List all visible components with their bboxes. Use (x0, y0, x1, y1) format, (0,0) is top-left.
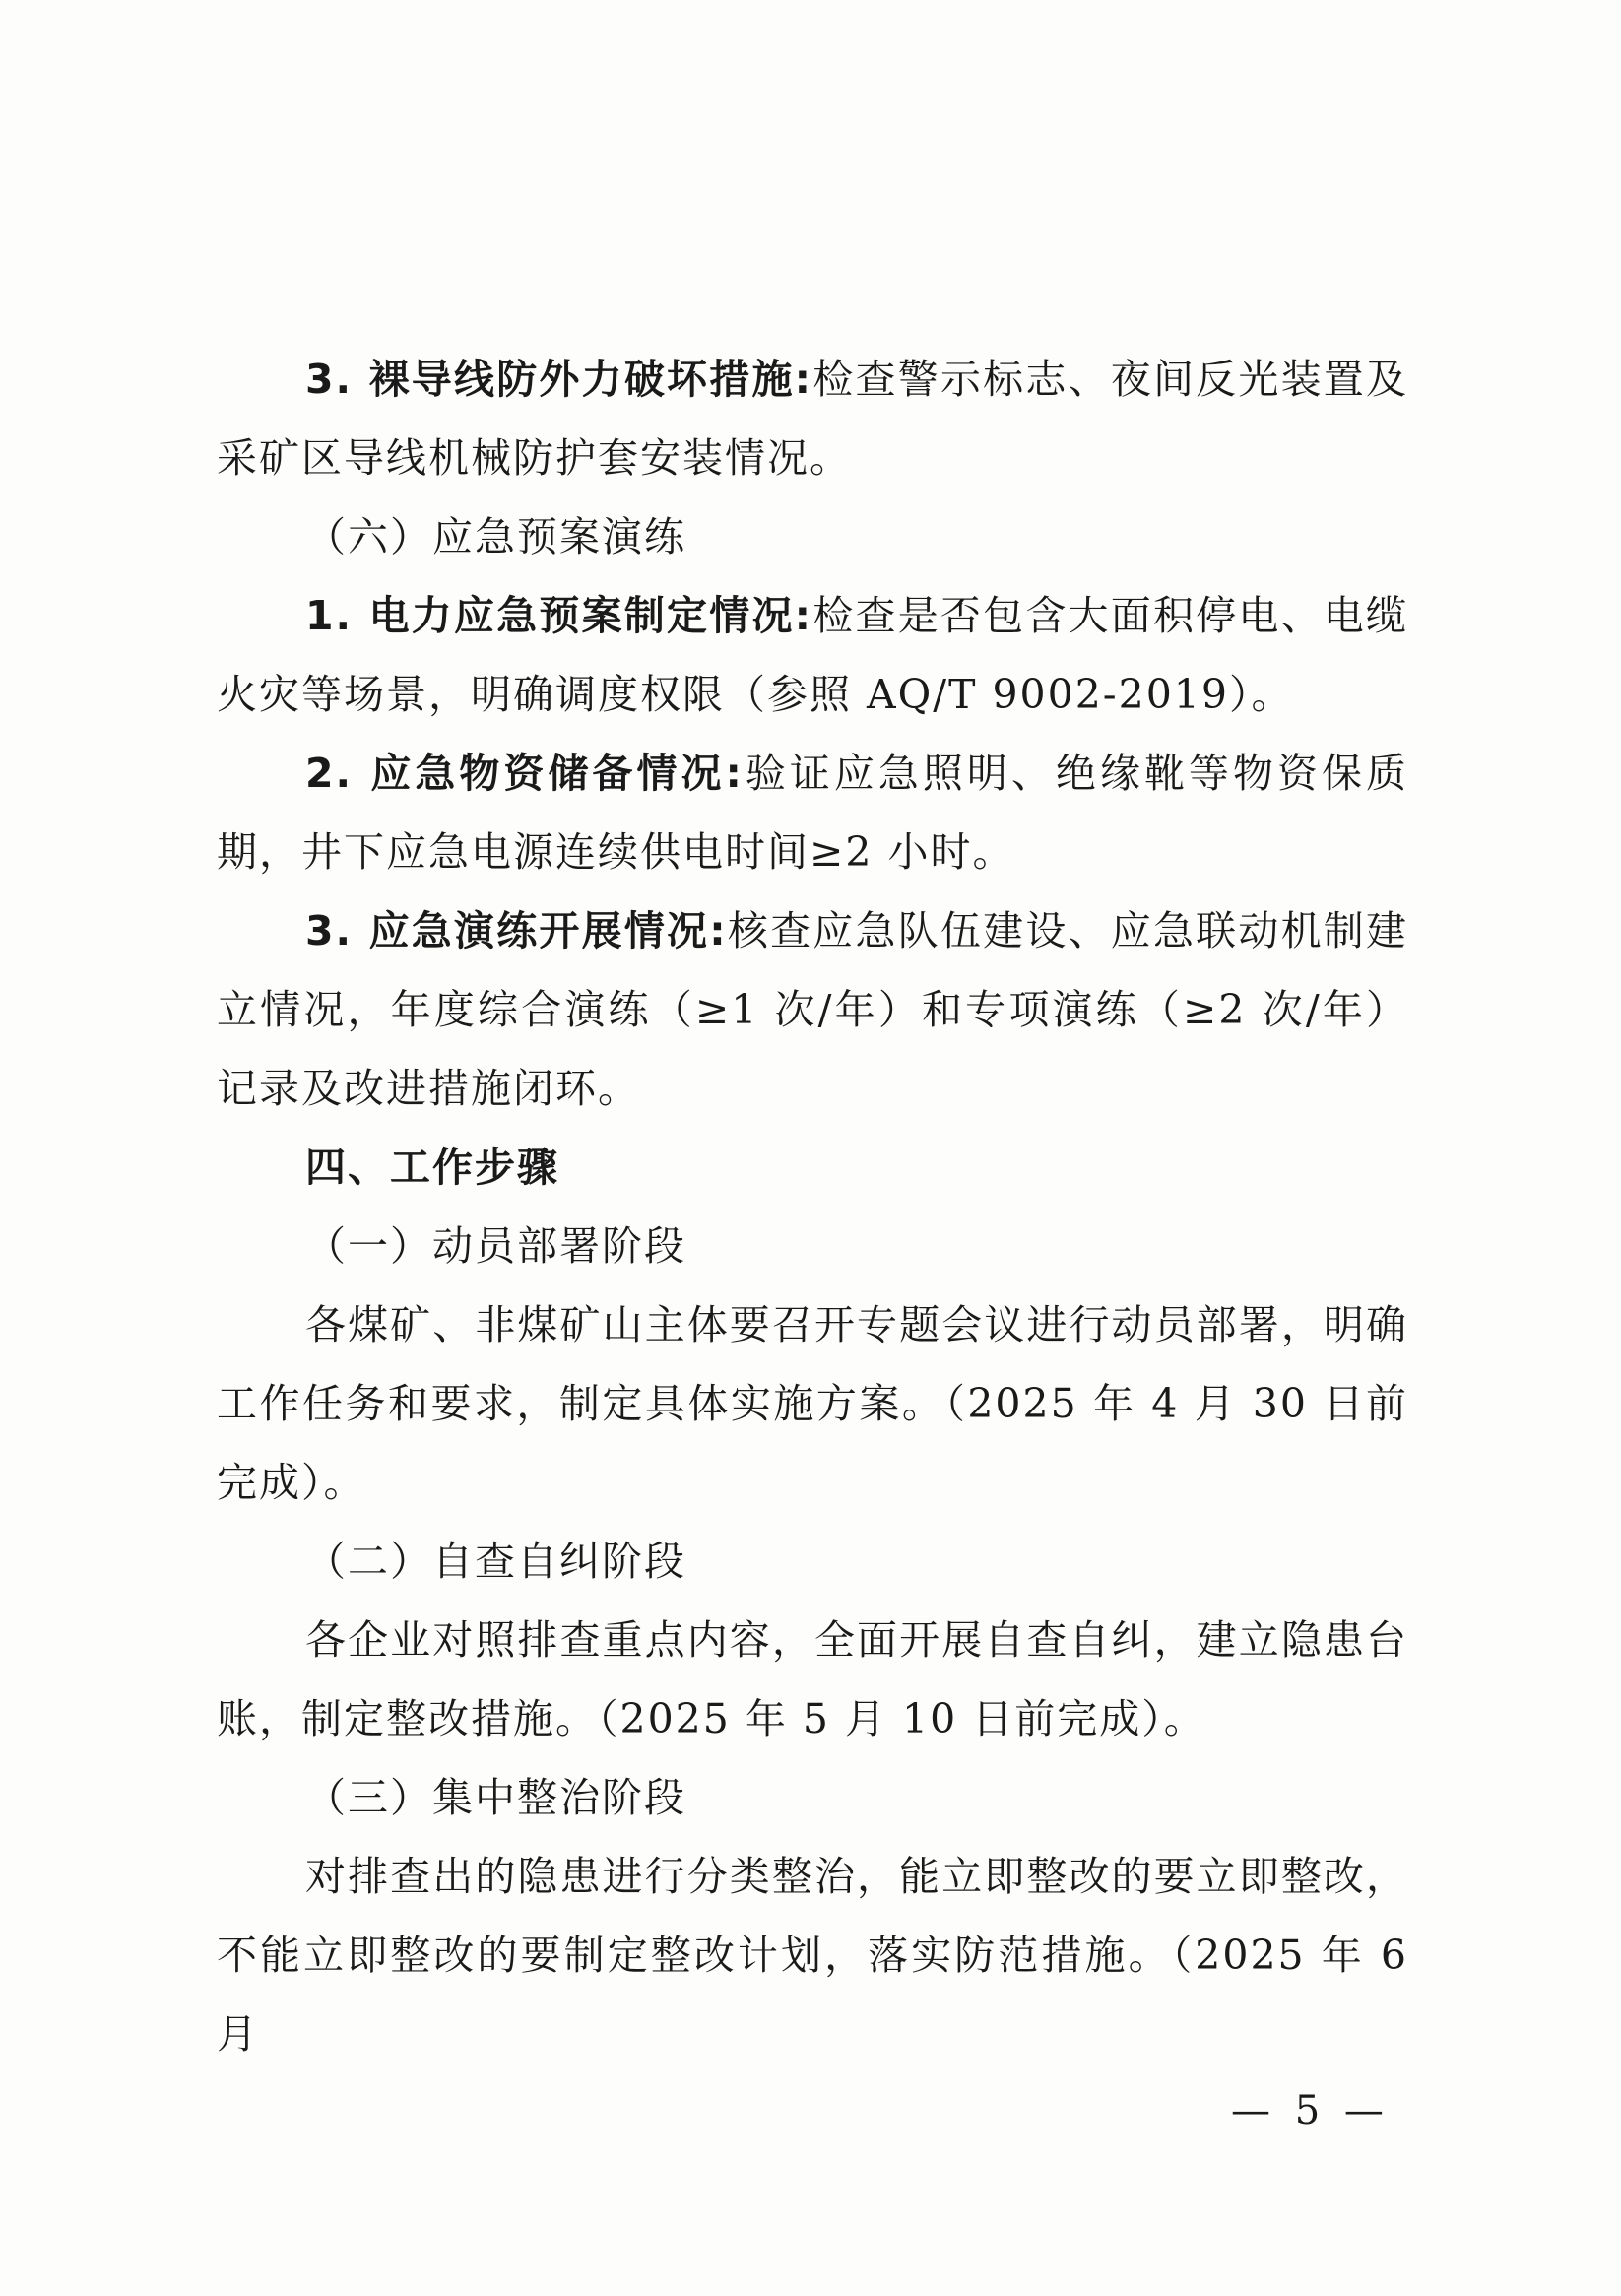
paragraph-text: 验证应急照明、绝缘靴等物资保质期，井下应急电源连续供电时间≥2 小时。 (217, 750, 1408, 876)
paragraph-mobilization: 各煤矿、非煤矿山主体要召开专题会议进行动员部署，明确工作任务和要求，制定具体实施方案。（2025 年 4 月 30 日前完成）。 (217, 1301, 1408, 1506)
paragraph-text: 检查是否包含大面积停电、电缆火灾等场景，明确调度权限（参照 AQ/T 9002-2019）。 (217, 592, 1408, 718)
paragraph-label: 3. 应急演练开展情况: (305, 907, 728, 954)
paragraph-self-inspection: 各企业对照排查重点内容，全面开展自查自纠，建立隐患台账，制定整改措施。（2025 年 5 月 10 日前完成）。 (217, 1616, 1408, 1742)
paragraph-label: 1. 电力应急预案制定情况: (305, 592, 813, 639)
section-heading-six: （六）应急预案演练 (305, 513, 686, 560)
paragraph-emergency-plan (217, 576, 1408, 734)
page-number: — 5 — (1231, 2088, 1390, 2133)
paragraph-text: 核查应急队伍建设、应急联动机制建立情况，年度综合演练（≥1 次/年）和专项演练（≥2 次/年）记录及改进措施闭环。 (217, 907, 1408, 1112)
paragraph-label: 2. 应急物资储备情况: (305, 750, 744, 797)
section-heading-three: （三）集中整治阶段 (305, 1774, 686, 1821)
paragraph-emergency-supplies (217, 734, 1408, 891)
paragraph-emergency-drill (217, 891, 1408, 1128)
section-heading-four: 四、工作步骤 (305, 1144, 559, 1191)
paragraph-label: 3. 裸导线防外力破坏措施: (305, 356, 813, 403)
section-heading-one: （一）动员部署阶段 (305, 1222, 686, 1270)
paragraph-text: 检查警示标志、夜间反光装置及采矿区导线机械防护套安装情况。 (217, 356, 1408, 482)
paragraph-rectification: 对排查出的隐患进行分类整治，能立即整改的要立即整改，不能立即整改的要制定整改计划，落实防范措施。（2025 年 6 月 (217, 1853, 1408, 2058)
section-heading-two: （二）自查自纠阶段 (305, 1538, 686, 1585)
paragraph-bare-conductor (217, 340, 1408, 497)
